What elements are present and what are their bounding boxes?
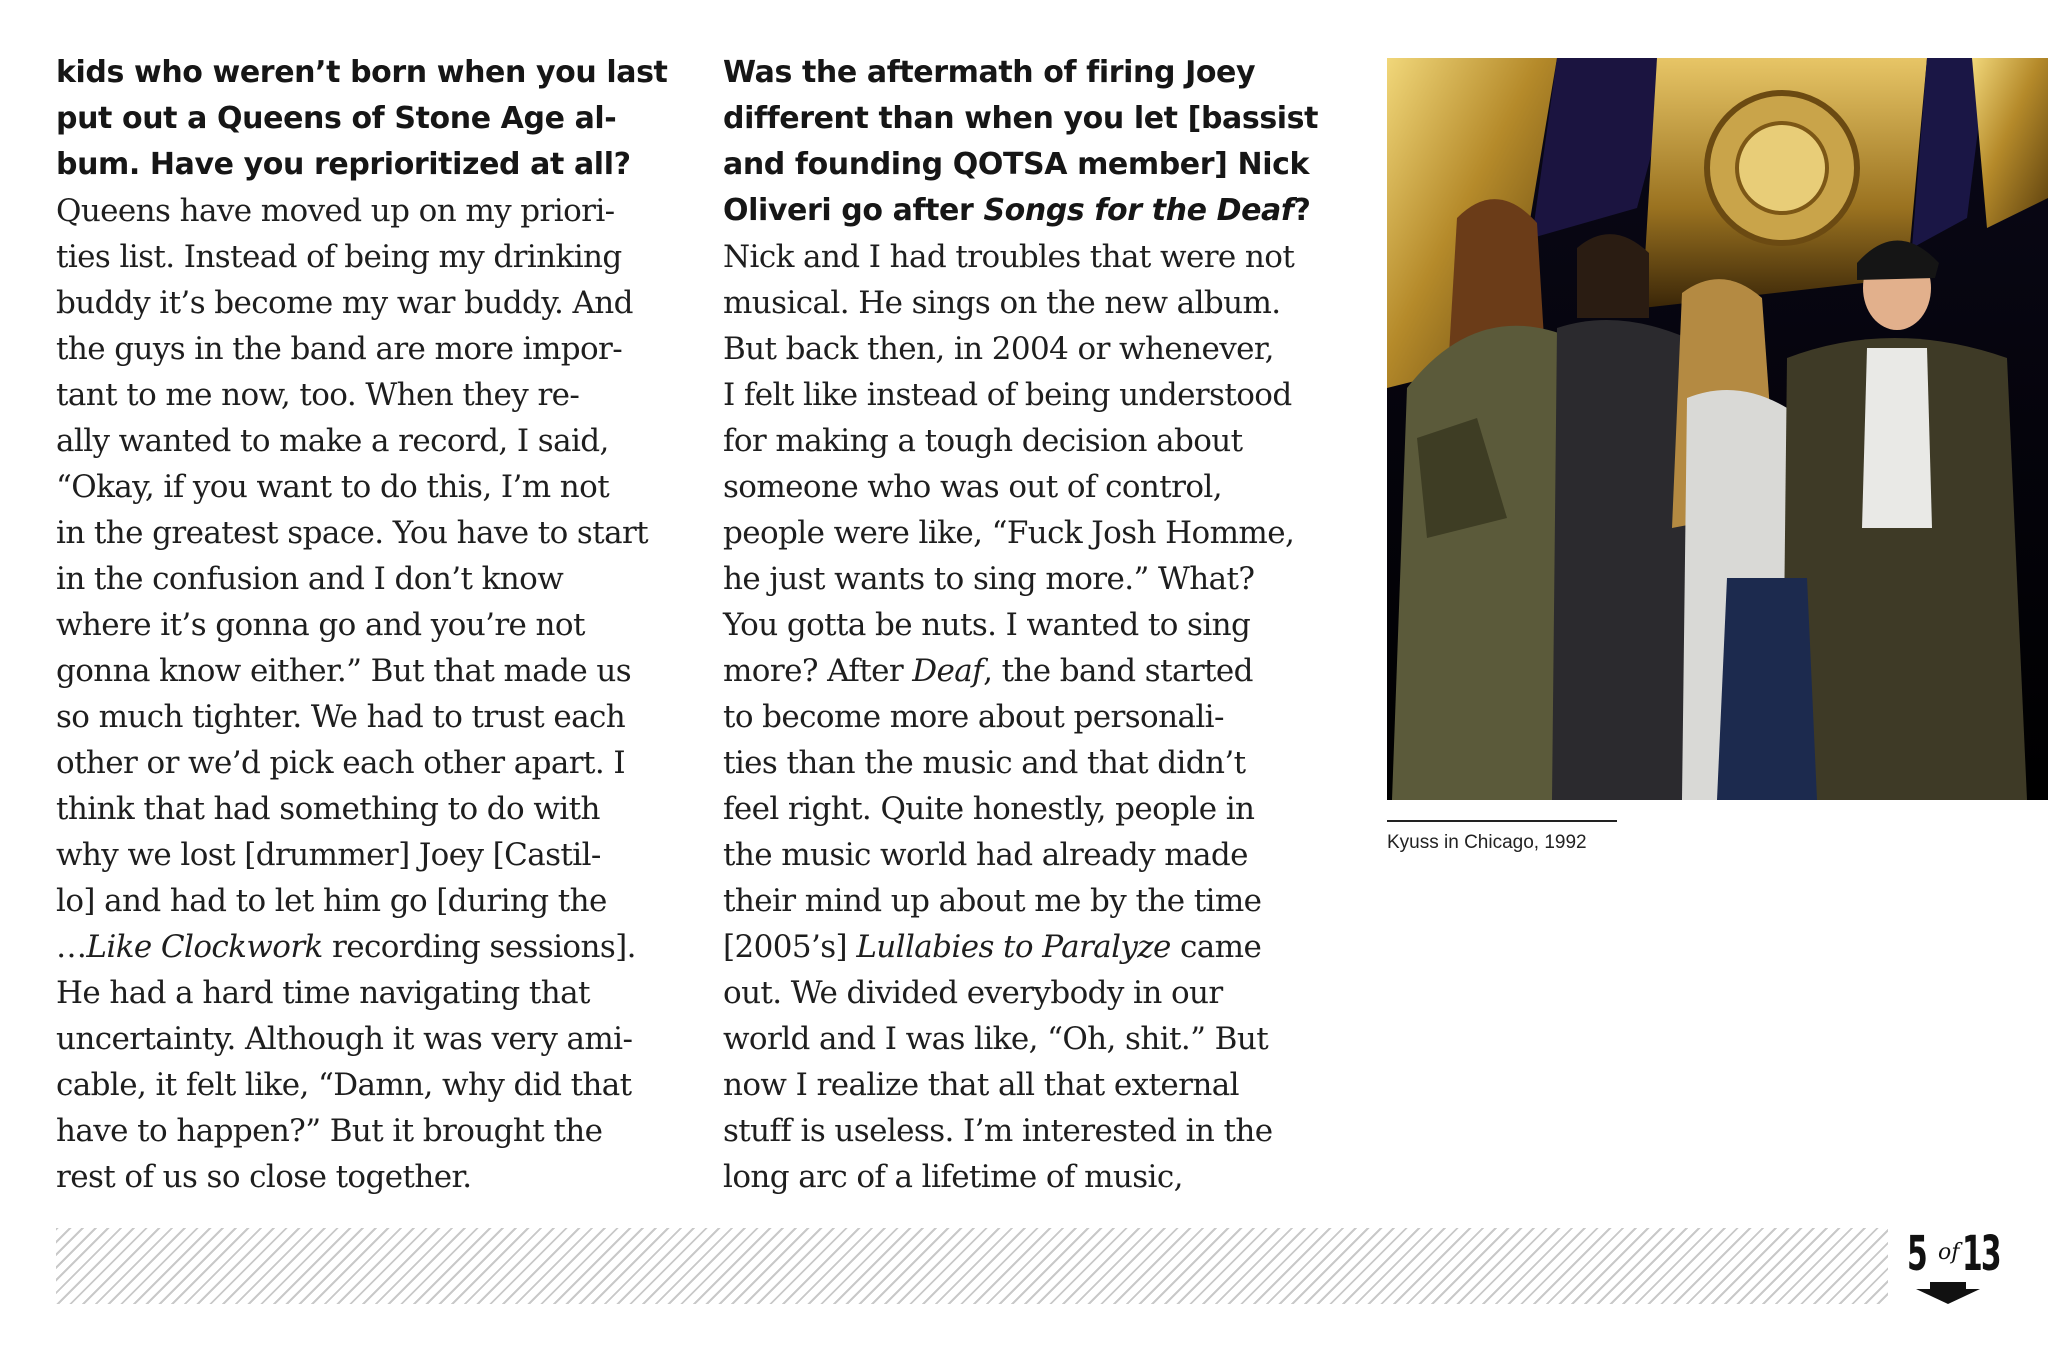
answer-line: the guys in the band are more impor- — [56, 331, 623, 367]
answer-line: You gotta be nuts. I wanted to sing — [723, 607, 1251, 643]
answer-line: think that had something to do with — [56, 791, 600, 827]
answer-line: feel right. Quite honestly, people in — [723, 791, 1255, 827]
answer-line: gonna know either.” But that made us — [56, 653, 632, 689]
answer-line: where it’s gonna go and you’re not — [56, 607, 585, 643]
answer-line — [723, 924, 1343, 970]
answer-line: buddy it’s become my war buddy. And — [56, 285, 633, 321]
footer-hatch-bar — [56, 1228, 1888, 1304]
line-suffix: , the band started — [983, 653, 1253, 689]
line-suffix: recording sessions]. — [322, 929, 636, 965]
answer-line — [56, 924, 676, 970]
photo-caption: Kyuss in Chicago, 1992 — [1387, 832, 1587, 853]
answer-line: he just wants to sing more.” What? — [723, 561, 1255, 597]
answer-line: in the greatest space. You have to start — [56, 515, 649, 551]
answer-line: lo] and had to let him go [during the — [56, 883, 607, 919]
answer-line: ties than the music and that didn’t — [723, 745, 1246, 781]
interview-answer-2 — [723, 234, 1343, 1200]
interview-question-2 — [723, 50, 1343, 234]
answer-line: rest of us so close together. — [56, 1159, 472, 1195]
interview-answer-1 — [56, 188, 676, 1200]
line-suffix: came — [1170, 929, 1262, 965]
answer-line: their mind up about me by the time — [723, 883, 1262, 919]
answer-line: why we lost [drummer] Joey [Castil- — [56, 837, 601, 873]
interview-question-1 — [56, 50, 676, 188]
answer-line: tant to me now, too. When they re- — [56, 377, 580, 413]
line-prefix: [2005’s] — [723, 929, 857, 965]
next-page-arrow-icon[interactable] — [1916, 1282, 1980, 1304]
answer-line: so much tighter. We had to trust each — [56, 699, 626, 735]
answer-line: musical. He sings on the new album. — [723, 285, 1281, 321]
answer-line: the music world had already made — [723, 837, 1248, 873]
answer-line: cable, it felt like, “Damn, why did that — [56, 1067, 632, 1103]
answer-line — [723, 648, 1343, 694]
answer-line: I felt like instead of being understood — [723, 377, 1292, 413]
caption-rule — [1387, 820, 1617, 822]
line-prefix: more? After — [723, 653, 913, 689]
line-prefix: Oliveri go after — [723, 193, 984, 228]
line-suffix: ? — [1293, 193, 1311, 228]
question-line: kids who weren’t born when you last — [56, 55, 668, 90]
answer-line: long arc of a lifetime of music, — [723, 1159, 1183, 1195]
answer-line: stuff is useless. I’m interested in the — [723, 1113, 1273, 1149]
answer-line: uncertainty. Although it was very ami- — [56, 1021, 633, 1057]
answer-line: Nick and I had troubles that were not — [723, 239, 1295, 275]
article-column-1 — [56, 50, 676, 1200]
question-line: put out a Queens of Stone Age al- — [56, 101, 617, 136]
answer-line: He had a hard time navigating that — [56, 975, 590, 1011]
answer-line: other or we’d pick each other apart. I — [56, 745, 625, 781]
page-indicator — [1902, 1226, 2002, 1306]
answer-line: to become more about personali- — [723, 699, 1224, 735]
page-current: 5 — [1907, 1226, 1926, 1282]
answer-line: people were like, “Fuck Josh Homme, — [723, 515, 1295, 551]
answer-line: out. We divided everybody in our — [723, 975, 1223, 1011]
answer-line: someone who was out of control, — [723, 469, 1222, 505]
question-line — [723, 188, 1343, 234]
answer-line: have to happen?” But it brought the — [56, 1113, 603, 1149]
album-title-deaf: Deaf — [912, 653, 984, 689]
question-line: and founding QOTSA member] Nick — [723, 147, 1310, 182]
album-title-lullabies-to-paralyze: Lullabies to Paralyze — [856, 929, 1171, 965]
article-column-2 — [723, 50, 1343, 1200]
album-title-like-clockwork: Like Clockwork — [86, 929, 323, 965]
answer-line: “Okay, if you want to do this, I’m not — [56, 469, 610, 505]
answer-line: world and I was like, “Oh, shit.” But — [723, 1021, 1269, 1057]
answer-line: But back then, in 2004 or whenever, — [723, 331, 1274, 367]
album-title-songs-for-the-deaf: Songs for the Deaf — [983, 193, 1294, 228]
question-line: Was the aftermath of firing Joey — [723, 55, 1256, 90]
answer-line: now I realize that all that external — [723, 1067, 1239, 1103]
answer-line: in the confusion and I don’t know — [56, 561, 564, 597]
question-line: bum. Have you reprioritized at all? — [56, 147, 631, 182]
line-prefix: … — [56, 929, 87, 965]
question-line: different than when you let [bassist — [723, 101, 1319, 136]
answer-line: ally wanted to make a record, I said, — [56, 423, 609, 459]
band-photo — [1387, 58, 2048, 800]
answer-line: ties list. Instead of being my drinking — [56, 239, 622, 275]
answer-line: for making a tough decision about — [723, 423, 1243, 459]
page-total: 13 — [1962, 1226, 2000, 1282]
page-of-label: of — [1938, 1240, 1960, 1265]
answer-line: Queens have moved up on my priori- — [56, 193, 615, 229]
